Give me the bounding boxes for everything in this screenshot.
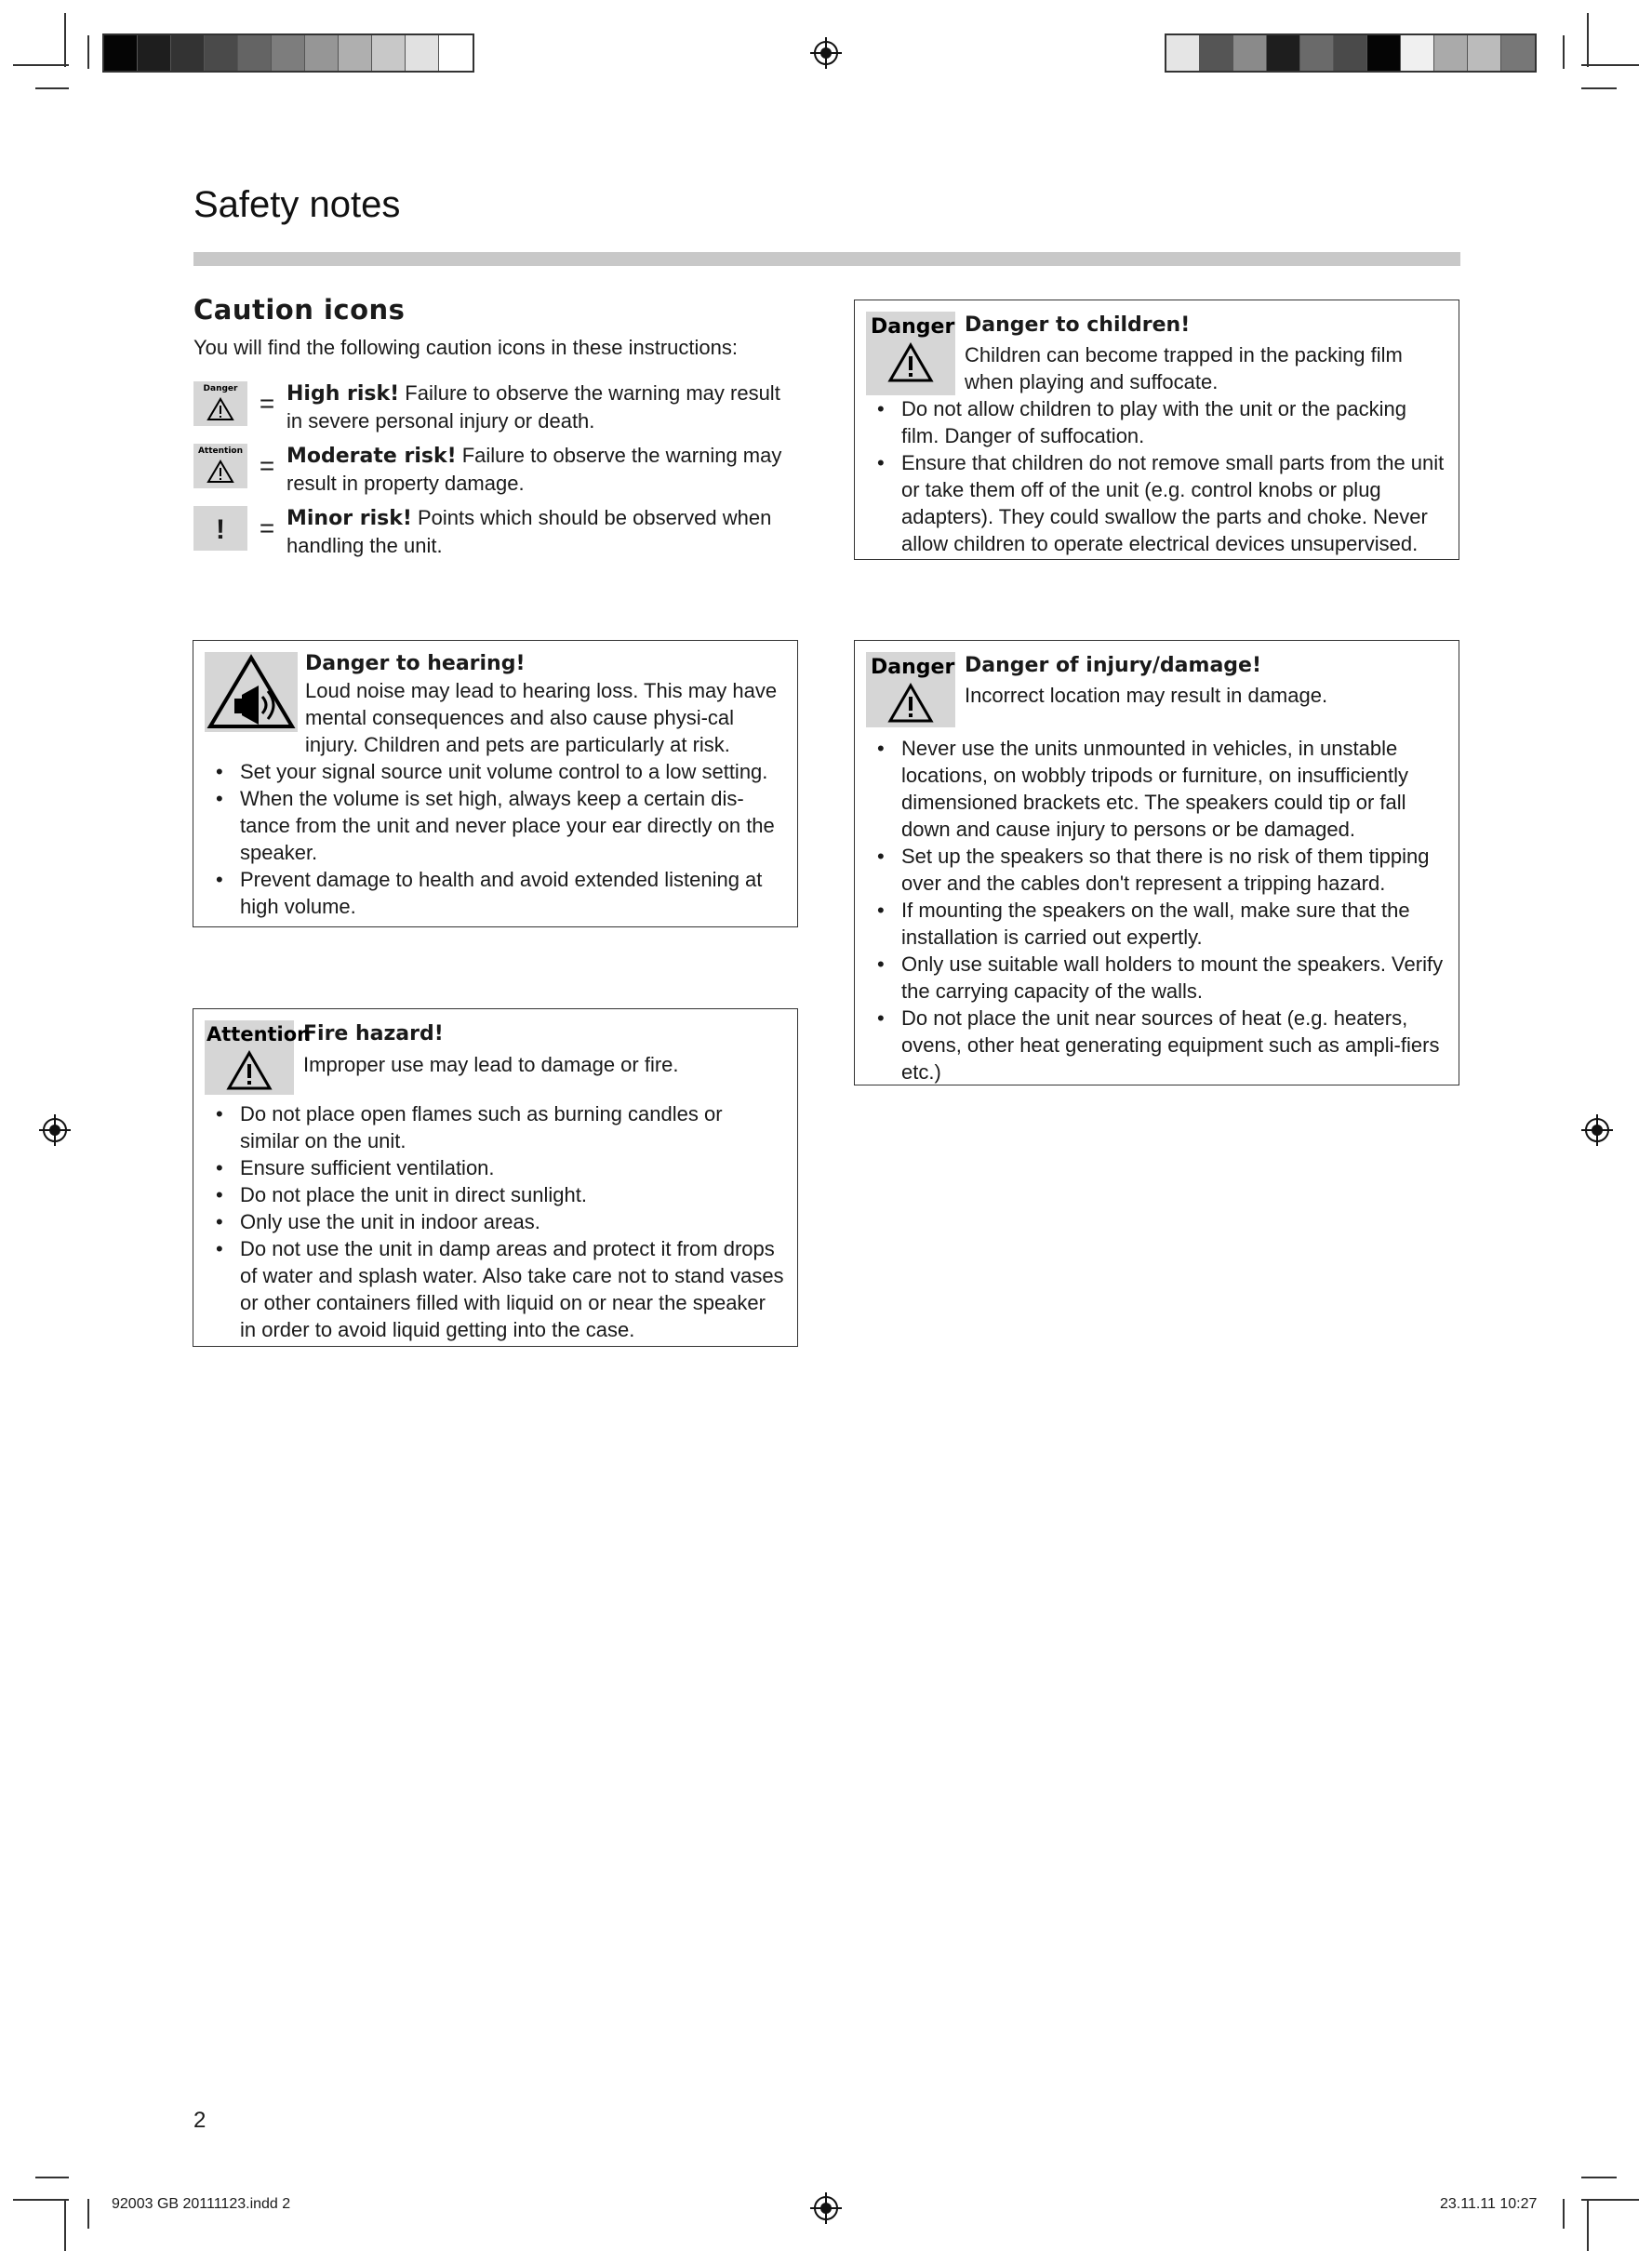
fire-title: Fire hazard! <box>303 1022 444 1045</box>
list-item: • Only use suitable wall holders to mount the speakers. Verify the carrying capacity of the walls. <box>866 951 1447 1005</box>
risk-description: Points which should be observed when handling the unit. <box>286 506 772 557</box>
icon-label: Danger <box>203 384 238 393</box>
fire-bullet-list <box>205 1100 786 1343</box>
footer-file-info: 92003 GB 20111123.indd 2 <box>112 2196 291 2212</box>
list-item: • Do not place the unit near sources of heat (e.g. heaters, ovens, other heat generating equipment such as ampli-fiers etc.) <box>866 1005 1447 1085</box>
hearing-warning-icon <box>205 652 298 732</box>
list-item: • Only use the unit in indoor areas. <box>205 1208 786 1235</box>
list-item: • When the volume is set high, always keep a certain dis-tance from the unit and never place your ear directly on the speaker. <box>205 785 786 866</box>
warning-triangle-icon <box>226 1050 273 1091</box>
fire-intro: Improper use may lead to damage or fire. <box>303 1053 679 1076</box>
hearing-title: Danger to hearing! <box>305 652 526 675</box>
hearing-danger-box <box>193 640 798 927</box>
title-rule <box>193 252 1460 266</box>
warning-triangle-icon <box>206 397 234 421</box>
legend-item-high-risk <box>193 381 789 434</box>
list-item: • Do not use the unit in damp areas and protect it from drops of water and splash water. Also take care not to stand vases or other containers filled with liquid on or near the speaker in order to avoid liquid getting into the case. <box>205 1235 786 1343</box>
list-item: • Ensure that children do not remove small parts from the unit or take them off of the unit (e.g. control knobs or plug adapters). They could swallow the parts and choke. Never allow children to operate electrical devices unsupervised. <box>866 449 1447 557</box>
risk-description: Failure to observe the warning may result in property damage. <box>286 444 782 495</box>
fire-hazard-heading <box>303 1020 679 1095</box>
registration-mark-icon <box>1581 1114 1613 1146</box>
warning-triangle-icon <box>887 683 934 724</box>
children-danger-box <box>854 300 1459 560</box>
hearing-intro: Loud noise may lead to hearing loss. This may have mental consequences and also cause physi-cal injury. Children and pets are particularly at risk. <box>305 679 778 756</box>
list-item: • Set up the speakers so that there is no risk of them tipping over and the cables don't represent a tripping hazard. <box>866 843 1447 897</box>
badge-label: Danger <box>871 656 955 679</box>
icon-label: ! <box>216 514 225 545</box>
page-title: Safety notes <box>193 184 401 225</box>
risk-label: Moderate risk! <box>286 445 457 468</box>
equals-sign: = <box>259 389 275 418</box>
badge-label: Danger <box>871 315 955 339</box>
injury-danger-box <box>854 640 1459 1085</box>
equals-sign: = <box>259 451 275 480</box>
injury-title: Danger of injury/damage! <box>965 654 1261 677</box>
color-calibration-bar-right <box>1165 33 1537 73</box>
registration-mark-icon <box>810 2192 842 2224</box>
risk-label: High risk! <box>286 382 400 406</box>
injury-danger-header <box>866 652 1447 727</box>
caution-icons-heading: Caution icons <box>193 294 406 326</box>
warning-triangle-icon <box>206 459 234 484</box>
list-item: • Never use the units unmounted in vehicles, in unstable locations, on wobbly tripods or furniture, on insufficiently dimensioned brackets etc. The speakers could tip or fall down and cause injury to persons or be damaged. <box>866 735 1447 843</box>
caution-icons-intro: You will find the following caution icons in these instructions: <box>193 336 738 359</box>
injury-danger-heading <box>965 652 1327 727</box>
danger-icon <box>193 381 247 426</box>
legend-item-minor-risk <box>193 506 789 559</box>
fire-hazard-box <box>193 1008 798 1347</box>
badge-label: Attention <box>206 1023 312 1045</box>
fire-hazard-header <box>205 1020 786 1095</box>
registration-mark-icon <box>810 37 842 69</box>
equals-sign: = <box>259 513 275 542</box>
children-intro: Children can become trapped in the packing film when playing and suffocate. <box>965 343 1403 393</box>
children-bullet-list <box>866 395 1447 557</box>
children-danger-header <box>866 312 1447 395</box>
attention-badge <box>205 1020 312 1095</box>
danger-badge <box>866 312 955 395</box>
hearing-bullet-list <box>205 758 786 920</box>
children-danger-heading <box>965 312 1447 395</box>
warning-triangle-icon <box>887 342 934 383</box>
list-item: • Do not place open flames such as burning candles or similar on the unit. <box>205 1100 786 1154</box>
page-number: 2 <box>193 2108 206 2133</box>
legend-text <box>286 380 789 434</box>
list-item: • Ensure sufficient ventilation. <box>205 1154 786 1181</box>
injury-intro: Incorrect location may result in damage. <box>965 684 1328 707</box>
risk-description: Failure to observe the warning may result in severe personal injury or death. <box>286 381 780 433</box>
icon-label: Attention <box>197 446 244 456</box>
list-item: • If mounting the speakers on the wall, make sure that the installation is carried out expertly. <box>866 897 1447 951</box>
list-item: • Do not allow children to play with the unit or the packing film. Danger of suffocation. <box>866 395 1447 449</box>
legend-text <box>286 504 789 559</box>
risk-label: Minor risk! <box>286 507 412 530</box>
danger-badge <box>866 652 955 727</box>
list-item: • Do not place the unit in direct sunlight. <box>205 1181 786 1208</box>
exclamation-icon <box>193 506 247 551</box>
list-item: • Prevent damage to health and avoid extended listening at high volume. <box>205 866 786 920</box>
footer-timestamp: 23.11.11 10:27 <box>1440 2196 1538 2212</box>
list-item: • Set your signal source unit volume control to a low setting. <box>205 758 786 785</box>
registration-mark-icon <box>39 1114 71 1146</box>
attention-icon <box>193 444 247 488</box>
legend-text <box>286 442 789 497</box>
color-calibration-bar-left <box>102 33 474 73</box>
legend-item-moderate-risk <box>193 444 789 497</box>
injury-bullet-list <box>866 735 1447 1085</box>
children-title: Danger to children! <box>965 313 1191 337</box>
